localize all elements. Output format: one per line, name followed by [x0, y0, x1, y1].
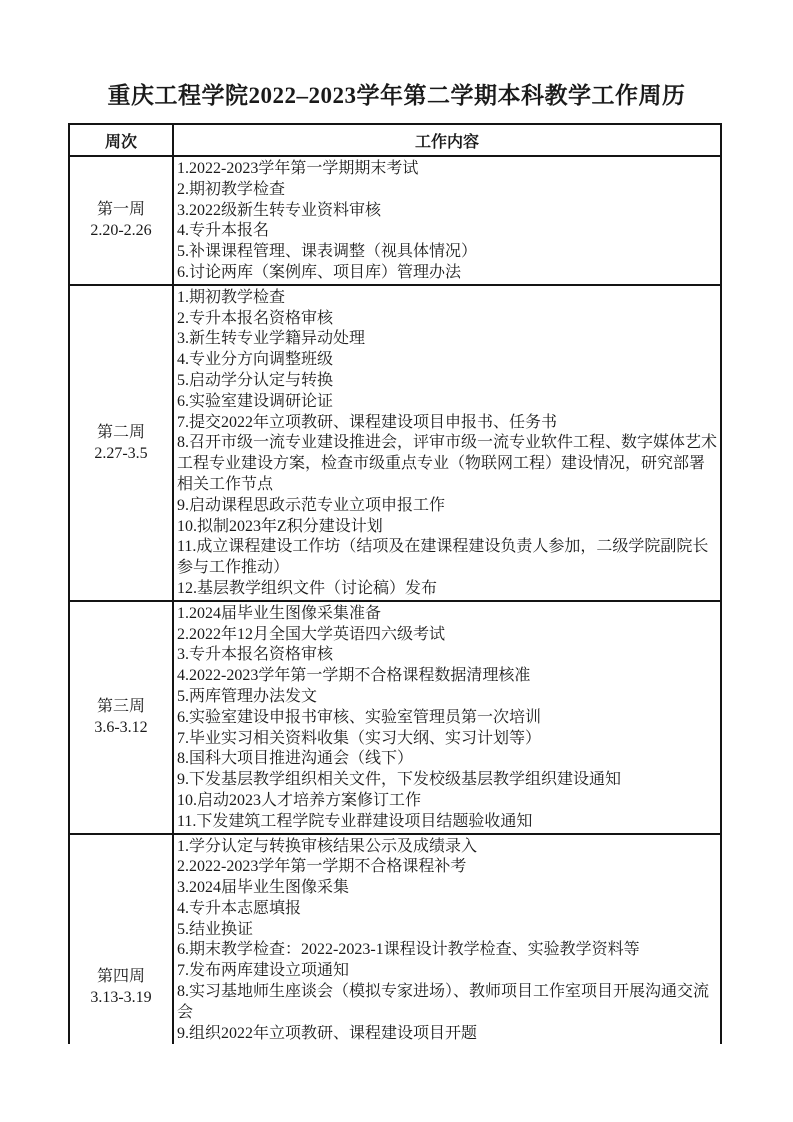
week-cell	[69, 601, 173, 834]
work-item: 1.2022-2023学年第一学期期末考试	[177, 160, 419, 177]
work-item: 2.期初教学检查	[177, 180, 286, 198]
work-item: 12.基层教学组织文件（讨论稿）发布	[177, 579, 438, 597]
teaching-week-calendar-table	[68, 123, 722, 1044]
week-dates: 2.27-3.5	[94, 444, 148, 462]
work-item: 4.专业分方向调整班级	[177, 351, 334, 369]
work-item: 4.2022-2023学年第一学期不合格课程数据清理核准	[177, 667, 531, 685]
work-item: 4.专升本报名	[177, 222, 270, 240]
week-row	[69, 834, 721, 1045]
week-name: 第四周	[96, 968, 145, 986]
work-content-cell	[173, 156, 721, 285]
week-row	[69, 156, 721, 285]
week-row	[69, 285, 721, 601]
work-item: 5.启动学分认定与转换	[177, 371, 334, 389]
work-item: 11.下发建筑工程学院专业群建设项目结题验收通知	[177, 812, 533, 830]
work-item: 3.2024届毕业生图像采集	[177, 879, 350, 897]
work-item: 5.两库管理办法发文	[177, 687, 318, 705]
work-item: 7.发布两库建设立项通知	[177, 962, 350, 980]
week-name: 第二周	[96, 423, 145, 441]
week-dates: 2.20-2.26	[90, 222, 152, 240]
work-item: 10.启动2023人才培养方案修订工作	[177, 791, 422, 809]
week-dates: 3.13-3.19	[90, 989, 152, 1007]
week-cell	[69, 285, 173, 601]
week-cell	[69, 834, 173, 1045]
work-item: 1.2024届毕业生图像采集准备	[177, 604, 382, 622]
work-item: 2.2022-2023学年第一学期不合格课程补考	[177, 858, 467, 876]
work-item: 9.启动课程思政示范专业立项申报工作	[177, 496, 446, 514]
work-content-cell	[173, 834, 721, 1045]
work-item: 5.结业换证	[177, 920, 254, 938]
week-name: 第三周	[96, 698, 145, 716]
work-item: 1.期初教学检查	[177, 288, 286, 306]
work-item: 8.国科大项目推进沟通会（线下）	[177, 750, 414, 768]
work-item: 3.2022级新生转专业资料审核	[177, 201, 382, 219]
work-item: 6.实验室建设申报书审核、实验室管理员第一次培训	[177, 708, 542, 726]
work-item: 6.实验室建设调研论证	[177, 392, 334, 410]
week-dates: 3.6-3.12	[94, 719, 148, 737]
work-item: 9.下发基层教学组织相关文件，下发校级基层教学组织建设通知	[177, 771, 622, 789]
week-name: 第一周	[96, 201, 145, 219]
work-item: 7.提交2022年立项教研、课程建设项目申报书、任务书	[177, 413, 558, 431]
work-item: 2.2022年12月全国大学英语四六级考试	[177, 625, 446, 643]
work-item: 3.新生转专业学籍异动处理	[177, 330, 366, 348]
work-item: 10.拟制2023年Z积分建设计划	[177, 517, 383, 535]
week-cell	[69, 156, 173, 285]
table-header-row	[69, 124, 721, 156]
work-item: 1.学分认定与转换审核结果公示及成绩录入	[177, 837, 478, 855]
work-item: 6.期末教学检查：2022-2023-1课程设计教学检查、实验教学资料等	[177, 941, 640, 959]
work-item: 8.实习基地师生座谈会（模拟专家进场）、教师项目工作室项目开展沟通交流会	[177, 983, 710, 1021]
work-item: 6.讨论两库（案例库、项目库）管理办法	[177, 263, 462, 281]
column-header-week: 周次	[69, 124, 173, 156]
work-item: 9.组织2022年立项教研、课程建设项目开题	[177, 1024, 478, 1042]
work-item: 7.毕业实习相关资料收集（实习大纲、实习计划等）	[177, 729, 542, 747]
work-item: 11.成立课程建设工作坊（结项及在建课程建设负责人参加，二级学院副院长参与工作推动）	[177, 538, 709, 577]
work-item: 5.补课课程管理、课表调整（视具体情况）	[177, 243, 478, 261]
work-content-cell	[173, 601, 721, 834]
column-header-work-content: 工作内容	[173, 124, 721, 156]
week-row	[69, 601, 721, 834]
document-title: 重庆工程学院2022–2023学年第二学期本科教学工作周历	[107, 83, 686, 108]
work-item: 3.专升本报名资格审核	[177, 646, 334, 664]
work-content-cell	[173, 285, 721, 601]
work-item: 4.专升本志愿填报	[177, 899, 302, 917]
work-item: 2.专升本报名资格审核	[177, 309, 334, 327]
work-item: 8.召开市级一流专业建设推进会，评审市级一流专业软件工程、数字媒体艺术工程专业建设方案，检查市级重点专业（物联网工程）建设情况，研究部署相关工作节点	[177, 434, 718, 493]
